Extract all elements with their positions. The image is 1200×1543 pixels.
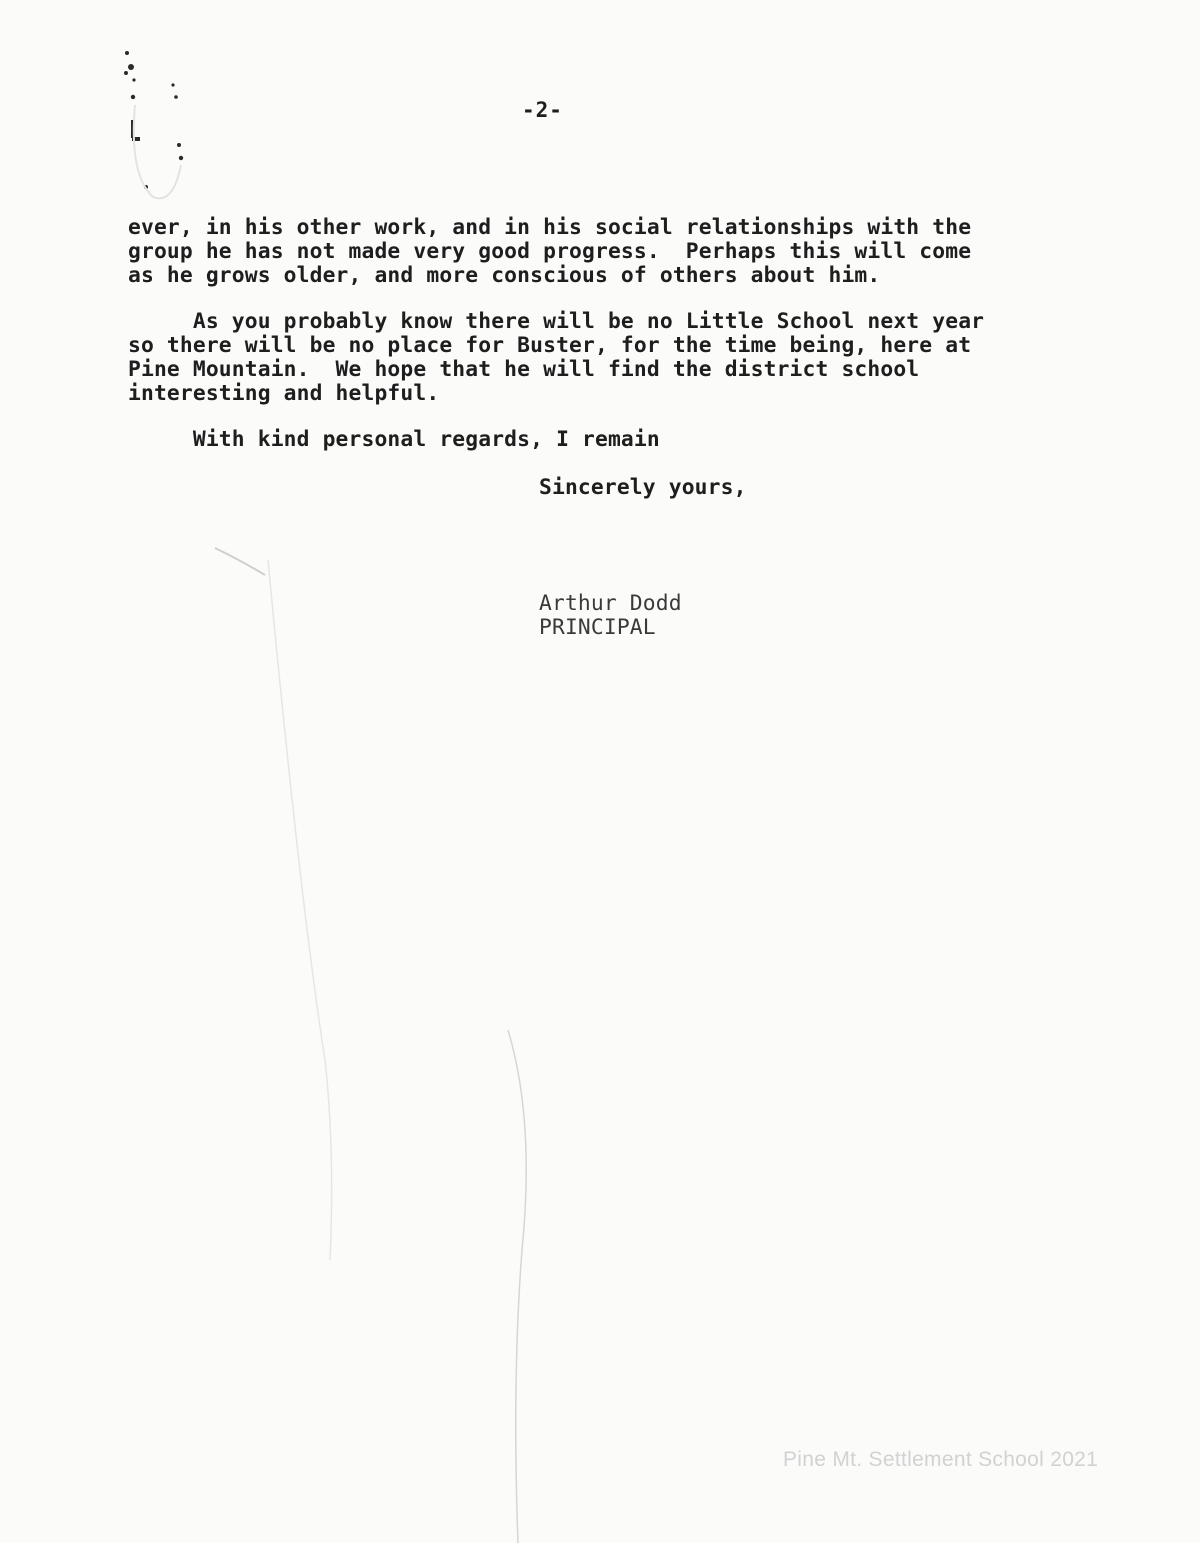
paragraph-1-line-3: as he grows older, and more conscious of others about him. (128, 263, 881, 288)
closing: Sincerely yours, (539, 475, 747, 500)
paragraph-3: With kind personal regards, I remain (128, 427, 660, 452)
signature-name: Arthur Dodd (539, 591, 682, 616)
watermark: Pine Mt. Settlement School 2021 (783, 1448, 1099, 1471)
page-number: -2- (522, 98, 563, 122)
paragraph-2-line-4: interesting and helpful. (128, 381, 440, 406)
paragraph-1-line-2: group he has not made very good progress. Perhaps this will come (128, 239, 972, 264)
paragraph-2-line-2: so there will be no place for Buster, for the time being, here at (128, 333, 972, 358)
paragraph-2-line-1: As you probably know there will be no Little School next year (128, 309, 985, 334)
signature-title: PRINCIPAL (539, 615, 656, 640)
paragraph-2-line-3: Pine Mountain. We hope that he will find the district school (128, 357, 920, 382)
paragraph-1-line-1: ever, in his other work, and in his social relationships with the (128, 215, 972, 240)
paperclip-mark-icon (115, 45, 195, 210)
